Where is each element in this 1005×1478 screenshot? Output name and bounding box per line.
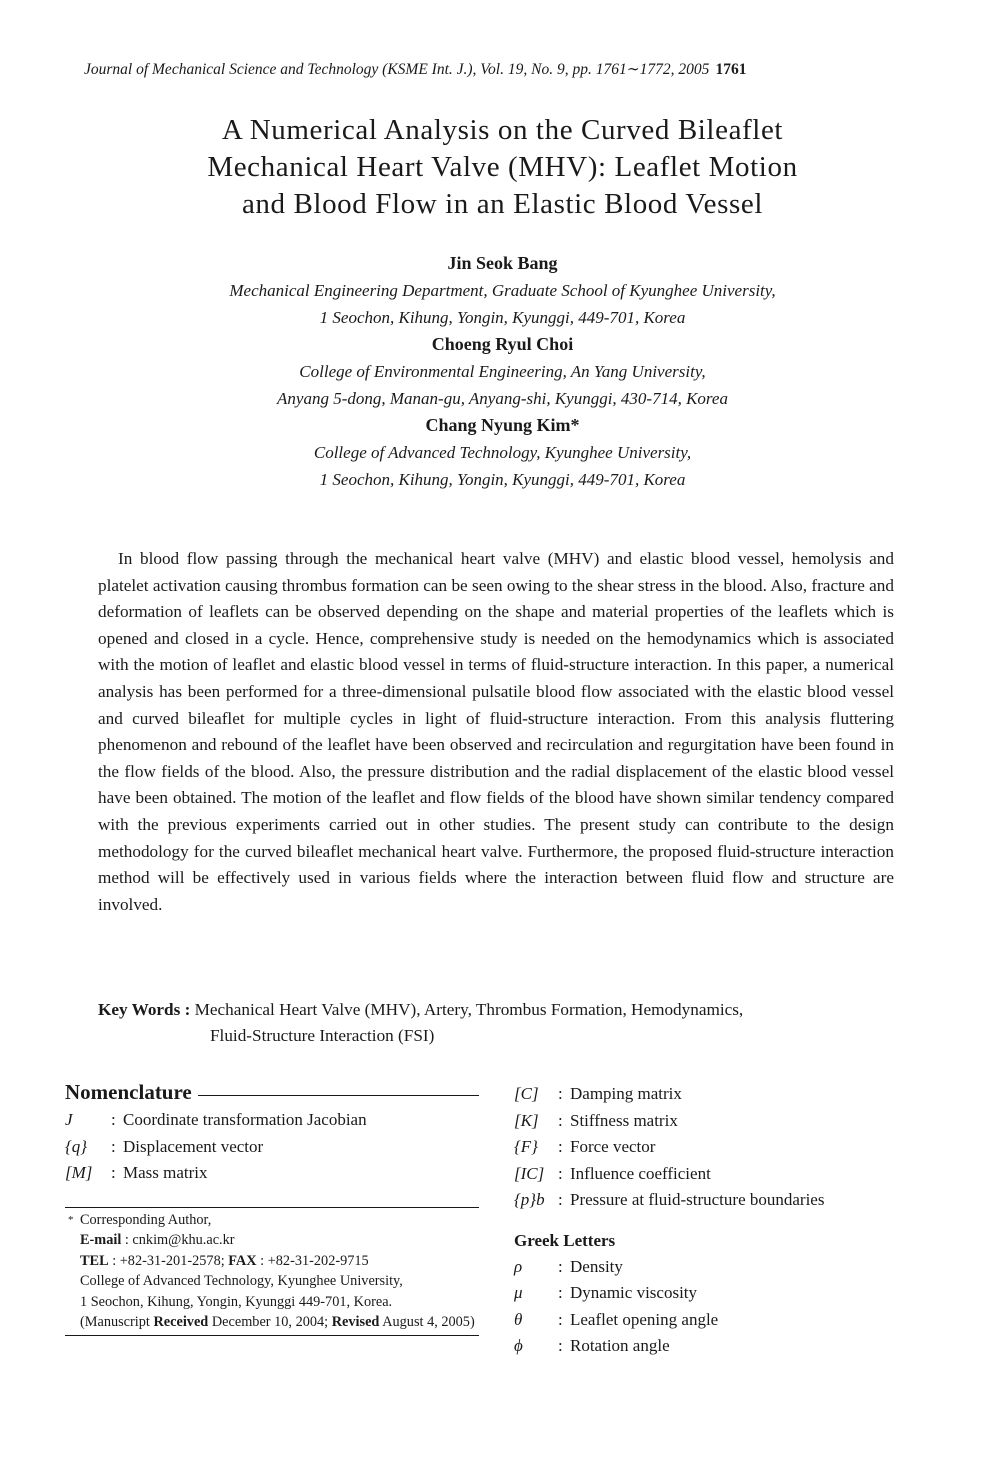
symbol: {p}b <box>514 1190 545 1209</box>
keywords-label: Key Words : <box>98 1000 191 1019</box>
footnote-email: E-mail : cnkim@khu.ac.kr <box>80 1232 235 1249</box>
symbol: [M] <box>65 1163 93 1182</box>
author-name: Chang Nyung Kim* <box>425 415 580 435</box>
author-name: Jin Seok Bang <box>447 253 558 273</box>
keywords-line: Fluid-Structure Interaction (FSI) <box>210 1026 435 1045</box>
footnote-line: College of Advanced Technology, Kyunghee University, <box>80 1273 403 1290</box>
author-affiliation: 1 Seochon, Kihung, Yongin, Kyunggi, 449-701, Korea <box>319 308 686 327</box>
symbol: ρ <box>514 1256 523 1276</box>
nomenclature-item: {F} : Force vector <box>514 1134 914 1161</box>
title-line: Mechanical Heart Valve (MHV): Leaflet Motion <box>207 151 798 183</box>
keywords <box>98 997 898 1049</box>
heading-rule <box>198 1095 479 1096</box>
greek-letters-heading: Greek Letters <box>514 1230 616 1250</box>
nomenclature-item: [M] : Mass matrix <box>65 1160 479 1187</box>
paper-title <box>60 112 945 223</box>
symbol: μ <box>514 1283 523 1302</box>
description: Density <box>570 1256 623 1276</box>
symbol: [C] <box>514 1084 539 1103</box>
nomenclature-item: {p}b : Pressure at fluid-structure boundaries <box>514 1187 914 1214</box>
footnote-line: Corresponding Author, <box>80 1212 212 1228</box>
description: Influence coefficient <box>570 1163 711 1183</box>
author-affiliation: Mechanical Engineering Department, Graduate School of Kyunghee University, <box>229 281 776 300</box>
nomenclature-item: J : Coordinate transformation Jacobian <box>65 1107 479 1134</box>
description: Mass matrix <box>123 1163 208 1182</box>
footnote-phone: TEL : +82-31-201-2578; FAX : +82-31-202-9715 <box>80 1252 369 1269</box>
nomenclature-heading <box>65 1078 479 1106</box>
description: Pressure at fluid-structure boundaries <box>570 1190 825 1209</box>
symbol: J <box>65 1110 73 1129</box>
nomenclature-title: Nomenclature <box>65 1079 192 1104</box>
description: Stiffness matrix <box>570 1110 678 1130</box>
symbol: ϕ <box>514 1336 523 1355</box>
author-block <box>60 250 945 493</box>
footnote-star: * <box>68 1214 74 1226</box>
nomenclature-right <box>514 1081 914 1360</box>
description: Damping matrix <box>570 1084 682 1103</box>
nomenclature-item: ρ : Density <box>514 1254 914 1281</box>
author-affiliation: Anyang 5-dong, Manan-gu, Anyang-shi, Kyunggi, 430-714, Korea <box>277 389 728 408</box>
description: Force vector <box>570 1137 656 1156</box>
symbol: [IC] <box>514 1163 545 1183</box>
description: Leaflet opening angle <box>570 1309 719 1329</box>
description: Displacement vector <box>123 1136 264 1156</box>
title-line: and Blood Flow in an Elastic Blood Vessel <box>241 188 764 220</box>
author-affiliation: 1 Seochon, Kihung, Yongin, Kyunggi, 449-701, Korea <box>319 470 686 489</box>
author-affiliation: College of Environmental Engineering, An Yang University, <box>299 362 706 381</box>
nomenclature-left <box>65 1107 479 1187</box>
journal-citation: Journal of Mechanical Science and Technology (KSME Int. J.), Vol. 19, No. 9, pp. 1761∼1772, 2005 <box>84 61 710 78</box>
nomenclature-item: {q} : Displacement vector <box>65 1134 479 1161</box>
corresponding-author-footnote <box>65 1207 479 1336</box>
description: Rotation angle <box>570 1336 670 1355</box>
footnote-manuscript-dates: (Manuscript Received December 10, 2004; Revised August 4, 2005) <box>80 1314 475 1331</box>
nomenclature-item: [IC] : Influence coefficient <box>514 1161 914 1188</box>
page-number: 1761 <box>715 61 747 78</box>
footnote-line: 1 Seochon, Kihung, Yongin, Kyunggi 449-701, Korea. <box>80 1293 393 1310</box>
description: Coordinate transformation Jacobian <box>123 1110 367 1129</box>
nomenclature-item: [K] : Stiffness matrix <box>514 1108 914 1135</box>
symbol: {q} <box>65 1136 88 1156</box>
abstract: In blood flow passing through the mechanical heart valve (MHV) and elastic blood vessel, hemolysis and platelet activation causing thrombus formation can be seen owing to the shear stress in the blood. Also, fracture and deformation of leaflets can be observed depending on the shape and material properties of the leaflets which is opened and closed in a cycle. Hence, comprehensive study is needed on the hemodynamics which is associated with the motion of leaflet and elastic blood vessel in terms of fluid-structure interaction. In this paper, a numerical analysis has been performed for a three-dimensional pulsatile blood flow associated with the elastic blood vessel and curved bileaflet for multiple cycles in light of fluid-structure interaction. From this analysis fluttering phenomenon and rebound of the leaflet have been observed and recirculation and regurgitation have been found in the flow fields of the blood. Also, the pressure distribution and the radial displacement of the elastic blood vessel have been obtained. The motion of the leaflet and flow fields of the blood have shown similar tendency compared with the previous experiments carried out in other studies. The present study can contribute to the design methodology for the curved bileaflet mechanical heart valve. Furthermore, the proposed fluid-structure interaction method will be effectively used in various fields where the interaction between fluid flow and structure are involved. <box>98 549 894 914</box>
author-name: Choeng Ryul Choi <box>431 334 574 354</box>
nomenclature-item: μ : Dynamic viscosity <box>514 1280 914 1307</box>
running-header <box>84 60 934 79</box>
keywords-line: Mechanical Heart Valve (MHV), Artery, Thrombus Formation, Hemodynamics, <box>194 1000 744 1019</box>
nomenclature-item: ϕ : Rotation angle <box>514 1333 914 1360</box>
author-affiliation: College of Advanced Technology, Kyunghee University, <box>313 443 692 462</box>
description: Dynamic viscosity <box>570 1283 698 1302</box>
title-line: A Numerical Analysis on the Curved Bileaflet <box>221 114 784 146</box>
nomenclature-item: [C] : Damping matrix <box>514 1081 914 1108</box>
symbol: θ <box>514 1309 523 1329</box>
symbol: [K] <box>514 1110 539 1130</box>
nomenclature-item: θ : Leaflet opening angle <box>514 1307 914 1334</box>
symbol: {F} <box>514 1137 538 1156</box>
